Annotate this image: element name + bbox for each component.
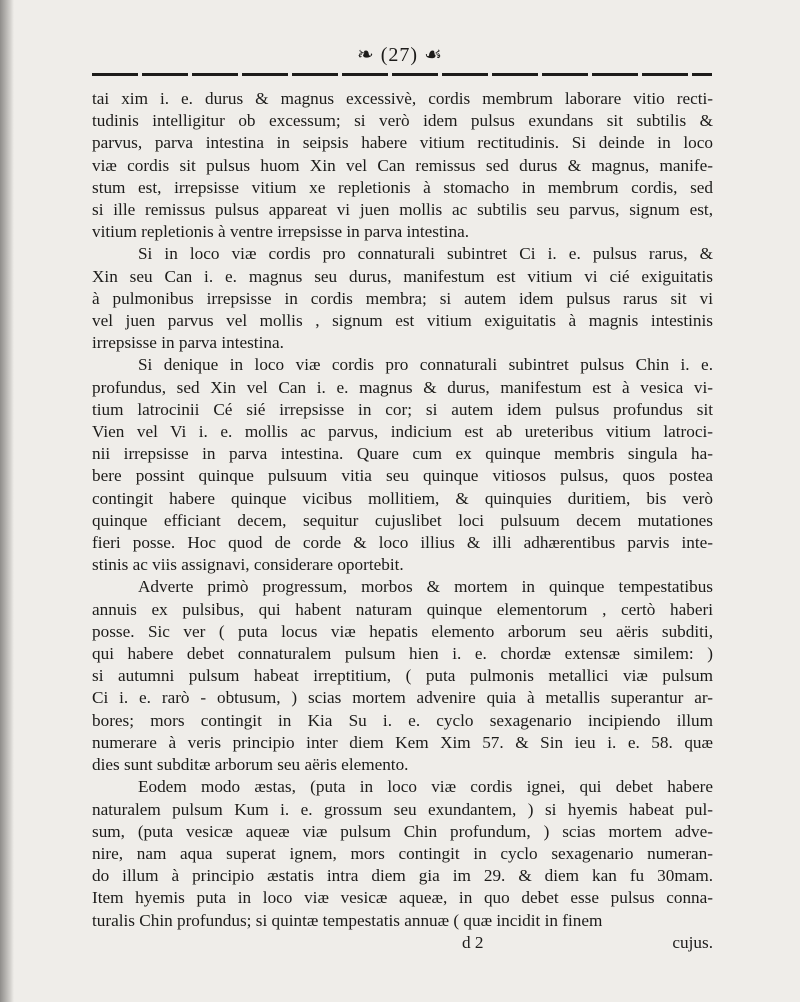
text-line: tudinis intelligitur ob excessum; si verò idem pulsus exundans sit subtilis & xyxy=(92,111,713,131)
text-line: à pulmonibus irrepsisse in cordis membra; si autem idem pulsus rarus sit vi xyxy=(92,288,713,308)
text-line: qui habere debet connaturalem pulsum hien i. e. chordæ extensæ similem: ) xyxy=(92,644,713,664)
body-text xyxy=(92,88,713,932)
text-line: Xin seu Can i. e. magnus seu durus, manifestum est vitium vi cié exiguitatis xyxy=(92,266,713,286)
text-line: numerare à veris principio inter diem Kem Xim 57. & Sin ieu i. e. 58. quæ xyxy=(92,732,713,752)
text-line: annuis ex pulsibus, qui habent naturam quinque elementorum , certò haberi xyxy=(92,599,713,619)
text-line: parvus, parva intestina in seipsis habere vitium rectitudinis. Si deinde in loco xyxy=(92,133,713,153)
page-footer xyxy=(92,933,713,957)
text-line: contingit habere quinque vicibus mollitiem, & quinquies duritiem, bis verò xyxy=(92,488,713,508)
text-line: profundus, sed Xin vel Can i. e. magnus & durus, manifestum est à vesica vi- xyxy=(92,377,713,397)
paragraph xyxy=(92,776,713,931)
text-line: bere possint quinque pulsuum vitia seu quinque vitiosos pulsus, quos postea xyxy=(92,466,713,486)
text-line: nii irrepsisse in parva intestina. Quare cum ex quinque membris singula ha- xyxy=(92,444,713,464)
text-line: naturalem pulsum Kum i. e. grossum seu exundantem, ) si hyemis habeat pul- xyxy=(92,799,713,819)
text-line: si ille remissus pulsus appareat vi juen mollis ac subtilis seu parvus, signum est, xyxy=(92,200,713,220)
signature-mark: d 2 xyxy=(462,933,484,952)
text-line: fieri posse. Hoc quod de corde & loco illius & illi adhærentibus parvis inte- xyxy=(92,533,713,553)
text-line: turalis Chin profundus; si quintæ tempestatis annuæ ( quæ incidit in finem xyxy=(92,910,603,930)
text-line: Si in loco viæ cordis pro connaturali subintret Ci i. e. pulsus rarus, & xyxy=(138,244,713,264)
text-line: Si denique in loco viæ cordis pro connaturali subintret pulsus Chin i. e. xyxy=(138,355,713,375)
text-line: Item hyemis puta in loco viæ vesicæ aqueæ, in quo debet esse pulsus conna- xyxy=(92,888,713,908)
text-line: Adverte primò progressum, morbos & mortem in quinque tempestatibus xyxy=(138,577,713,597)
text-line: sum, (puta vesicæ aqueæ viæ pulsum Chin profundum, ) scias mortem adve- xyxy=(92,821,713,841)
page-header xyxy=(330,42,470,67)
text-line: nire, nam aqua superat ignem, mors contingit in cyclo sexagenario numeran- xyxy=(92,843,713,863)
page-gutter-shadow xyxy=(0,0,14,1002)
text-line: Ci i. e. rarò - obtusum, ) scias mortem advenire quia à metallis superantur ar- xyxy=(92,688,713,708)
text-line: posse. Sic ver ( puta locus viæ hepatis elemento arborum seu aëris subditi, xyxy=(92,621,713,641)
catchword: cujus. xyxy=(672,933,713,952)
text-line: quinque efficiant decem, sequitur cujuslibet loci pulsuum decem mutationes xyxy=(92,510,713,530)
text-line: bores; mors contingit in Kia Su i. e. cyclo sexagenario incipiendo illum xyxy=(92,710,713,730)
ornament-left: ❧ xyxy=(356,44,381,66)
header-rule xyxy=(92,73,712,76)
text-line: tai xim i. e. durus & magnus excessivè, cordis membrum laborare vitio recti- xyxy=(92,89,713,108)
ornament-right: ☙ xyxy=(418,44,444,66)
text-line: do illum à principio æstatis intra diem gia im 29. & diem kan fu 30mam. xyxy=(92,866,713,886)
paragraph xyxy=(92,88,713,243)
text-line: stinis ac viis assignavi, considerare oportebit. xyxy=(92,555,404,575)
text-line: si autumni pulsum habeat irreptitium, ( puta pulmonis metallici viæ pulsum xyxy=(92,666,713,686)
text-line: Eodem modo æstas, (puta in loco viæ cordis ignei, qui debet habere xyxy=(138,777,713,797)
text-line: Vien vel Vi i. e. mollis ac parvus, indicium est ab ureteribus vitium latroci- xyxy=(92,422,713,442)
paragraph xyxy=(92,354,713,576)
text-line: viæ cordis sit pulsus huom Xin vel Can remissus sed durus & magnus, manife- xyxy=(92,155,713,175)
text-line: stum est, irrepsisse vitium xe repletionis à stomacho in membrum cordis, sed xyxy=(92,177,713,197)
text-line: irrepsisse in parva intestina. xyxy=(92,333,284,353)
page-number: (27) xyxy=(380,44,419,66)
paragraph xyxy=(92,243,713,354)
text-line: dies sunt subditæ arborum seu aëris elemento. xyxy=(92,755,409,775)
text-line: vel juen parvus vel mollis , signum est vitium exiguitatis à magnis intestinis xyxy=(92,311,713,331)
text-line: vitium repletionis à ventre irrepsisse in parva intestina. xyxy=(92,222,470,242)
text-line: tium latrocinii Cé sié irrepsisse in cor; si autem idem pulsus profundus sit xyxy=(92,399,713,419)
paragraph xyxy=(92,576,713,776)
